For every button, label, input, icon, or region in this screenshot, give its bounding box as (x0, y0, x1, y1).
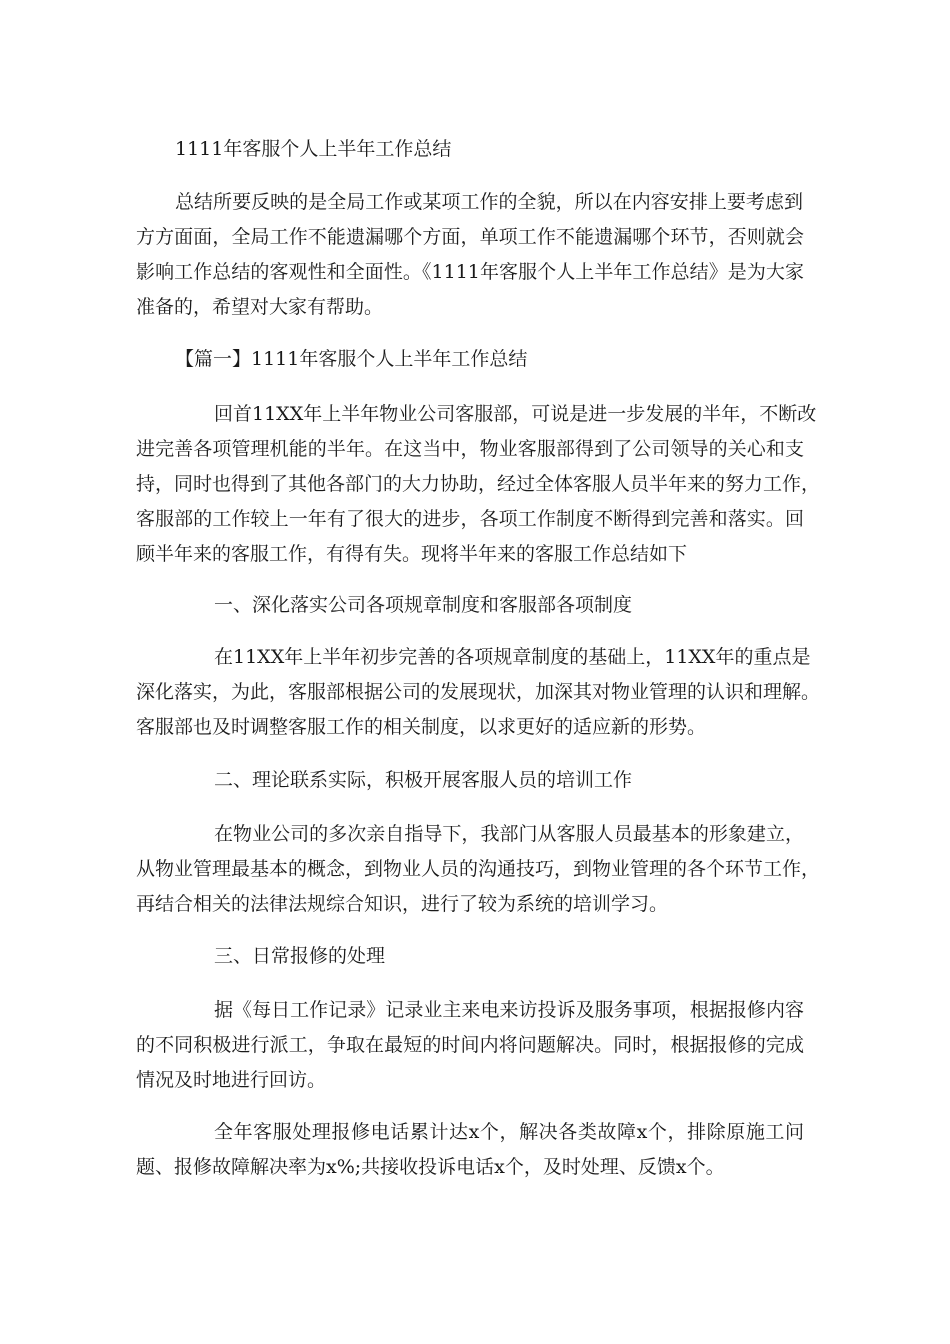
section3-line-1: 据《每日工作记录》记录业主来电来访投诉及服务事项，根据报修内容 (214, 999, 804, 1021)
opening-line-3: 持，同时也得到了其他各部门的大力协助，经过全体客服人员半年来的努力工作， (136, 473, 821, 495)
section1-heading: 一、深化落实公司各项规章制度和客服部各项制度 (214, 594, 633, 616)
section1-line-3: 客服部也及时调整客服工作的相关制度，以求更好的适应新的形势。 (136, 716, 707, 738)
stats-line-2: 题、报修故障解决率为x%;共接收投诉电话x个，及时处理、反馈x个。 (136, 1156, 725, 1178)
section2-heading: 二、理论联系实际，积极开展客服人员的培训工作 (214, 769, 633, 791)
opening-line-5: 顾半年来的客服工作，有得有失。现将半年来的客服工作总结如下 (136, 543, 688, 565)
section3-line-3: 情况及时地进行回访。 (136, 1069, 327, 1091)
section1-line-2: 深化落实，为此，客服部根据公司的发展现状，加深其对物业管理的认识和理解。 (136, 681, 821, 703)
section2-line-1: 在物业公司的多次亲自指导下，我部门从客服人员最基本的形象建立， (214, 823, 804, 845)
section3-line-2: 的不同积极进行派工，争取在最短的时间内将问题解决。同时，根据报修的完成 (136, 1034, 804, 1056)
section2-line-3: 再结合相关的法律法规综合知识，进行了较为系统的培训学习。 (136, 893, 669, 915)
chapter-heading: 【篇一】1111年客服个人上半年工作总结 (175, 348, 528, 370)
intro-line-3: 影响工作总结的客观性和全面性。《1111年客服个人上半年工作总结》是为大家 (136, 261, 804, 283)
document-title: 1111年客服个人上半年工作总结 (175, 138, 452, 160)
intro-line-1: 总结所要反映的是全局工作或某项工作的全貌，所以在内容安排上要考虑到 (175, 191, 803, 213)
section2-line-2: 从物业管理最基本的概念，到物业人员的沟通技巧，到物业管理的各个环节工作， (136, 858, 821, 880)
opening-line-2: 进完善各项管理机能的半年。在这当中，物业客服部得到了公司领导的关心和支 (136, 438, 804, 460)
opening-line-4: 客服部的工作较上一年有了很大的进步，各项工作制度不断得到完善和落实。回 (136, 508, 804, 530)
stats-line-1: 全年客服处理报修电话累计达x个，解决各类故障x个，排除原施工问 (214, 1121, 804, 1143)
section3-heading: 三、日常报修的处理 (214, 945, 386, 967)
section1-line-1: 在11XX年上半年初步完善的各项规章制度的基础上，11XX年的重点是 (214, 646, 811, 668)
opening-line-1: 回首11XX年上半年物业公司客服部，可说是进一步发展的半年，不断改 (214, 403, 817, 425)
intro-line-4: 准备的，希望对大家有帮助。 (136, 296, 384, 318)
intro-line-2: 方方面面，全局工作不能遗漏哪个方面，单项工作不能遗漏哪个环节，否则就会 (136, 226, 804, 248)
